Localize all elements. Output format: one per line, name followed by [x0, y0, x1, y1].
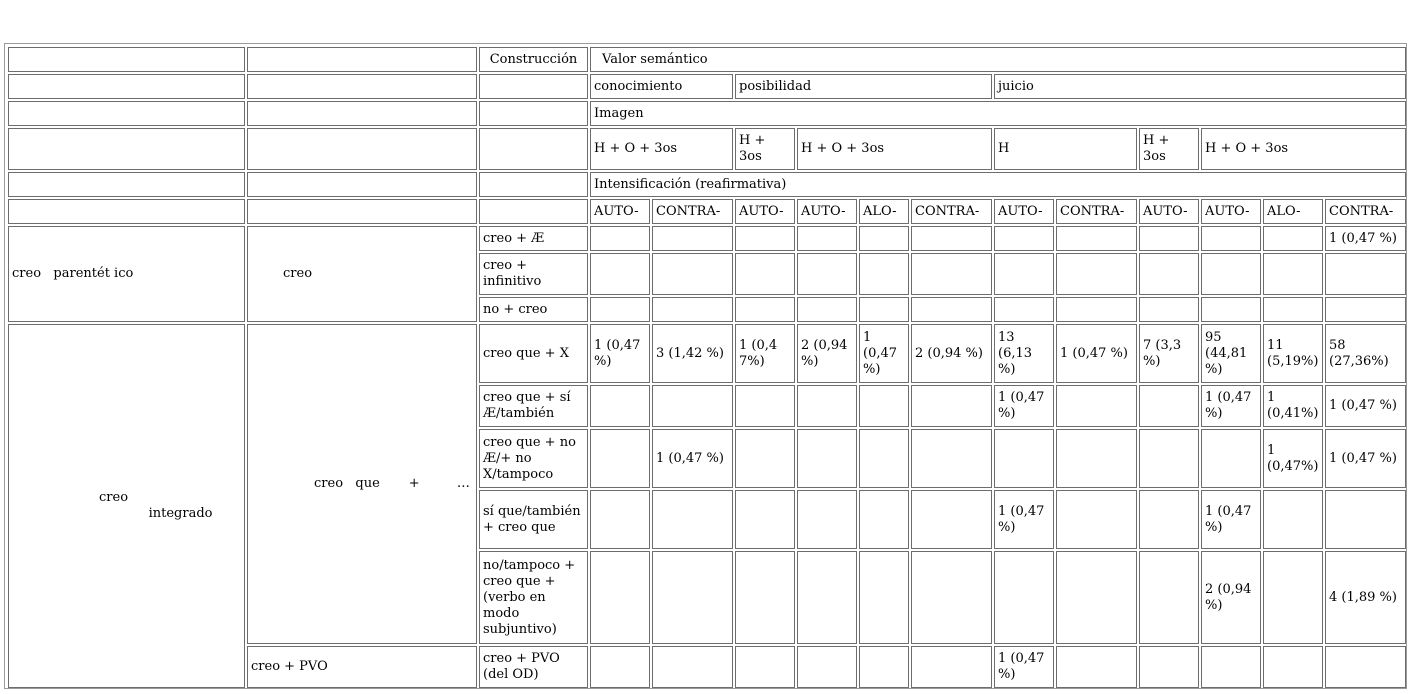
construccion-cell: creo + PVO (del OD) [479, 646, 588, 688]
construccion-cell: creo que + sí Æ/también [479, 385, 588, 427]
value-cell: 4 (1,89 %) [1325, 551, 1406, 644]
column-header: CONTRA- [1325, 199, 1406, 224]
value-cell [911, 429, 992, 488]
empty-cell [8, 47, 245, 72]
value-cell: 2 (0,94 %) [911, 324, 992, 383]
value-cell [1056, 551, 1137, 644]
value-cell [590, 490, 650, 549]
value-cell [911, 226, 992, 251]
value-cell [1056, 429, 1137, 488]
value-cell [735, 490, 795, 549]
value-cell [1056, 253, 1137, 295]
value-cell: 2 (0,94 %) [1201, 551, 1261, 644]
empty-cell [247, 172, 477, 197]
value-cell [859, 551, 909, 644]
group-parentetico-b: parentét ico [53, 266, 134, 281]
value-cell [1139, 490, 1199, 549]
value-cell: 1 (0,47 %) [994, 490, 1054, 549]
value-cell [911, 297, 992, 322]
empty-cell [479, 199, 588, 224]
value-cell [994, 226, 1054, 251]
value-cell [652, 253, 733, 295]
column-header: ALO- [1263, 199, 1323, 224]
value-cell: 1 (0,47 %) [1325, 429, 1406, 488]
value-cell: 1 (0,47 %) [1325, 226, 1406, 251]
value-cell [1139, 385, 1199, 427]
value-cell: 1 (0,47 %) [1201, 385, 1261, 427]
imagen-header: Imagen [590, 101, 1406, 126]
column-header: AUTO- [797, 199, 857, 224]
value-cell [1263, 551, 1323, 644]
value-cell: 1 (0,47 %) [994, 646, 1054, 688]
empty-cell [8, 74, 245, 99]
value-cell [797, 551, 857, 644]
value-cell: 1 (0,47 %) [1201, 490, 1261, 549]
column-header: ALO- [859, 199, 909, 224]
column-header: AUTO- [735, 199, 795, 224]
value-cell: 7 (3,3 %) [1139, 324, 1199, 383]
value-cell [797, 385, 857, 427]
empty-cell [247, 101, 477, 126]
value-cell [652, 385, 733, 427]
empty-cell [8, 199, 245, 224]
value-cell: 1 (0,47 %) [859, 324, 909, 383]
value-cell [797, 253, 857, 295]
value-cell [590, 646, 650, 688]
group-creo-que-b: que [355, 476, 380, 491]
value-cell: 1 (0,47 %) [1056, 324, 1137, 383]
value-cell [994, 253, 1054, 295]
header-row-categories [8, 74, 1406, 99]
results-table-frame [4, 43, 1407, 689]
value-cell [1201, 253, 1261, 295]
empty-cell [8, 101, 245, 126]
value-cell [652, 551, 733, 644]
value-cell [911, 253, 992, 295]
value-cell [1201, 646, 1261, 688]
column-header: AUTO- [1139, 199, 1199, 224]
construccion-header: Construcción [479, 47, 588, 72]
empty-cell [247, 47, 477, 72]
column-header: AUTO- [1201, 199, 1261, 224]
empty-cell [479, 101, 588, 126]
value-cell [1325, 253, 1406, 295]
value-cell [735, 226, 795, 251]
conocimiento-header: conocimiento [590, 74, 733, 99]
value-cell [797, 429, 857, 488]
empty-cell [479, 172, 588, 197]
value-cell [1263, 253, 1323, 295]
value-cell [735, 253, 795, 295]
empty-cell [8, 128, 245, 170]
value-cell [1139, 253, 1199, 295]
posibilidad-header: posibilidad [735, 74, 992, 99]
value-cell: 1 (0,4 7%) [735, 324, 795, 383]
group-creo-que-a: creo [314, 476, 344, 491]
value-cell [1325, 490, 1406, 549]
value-cell [994, 551, 1054, 644]
value-cell [652, 226, 733, 251]
value-cell [1056, 646, 1137, 688]
value-cell [797, 490, 857, 549]
value-cell [590, 253, 650, 295]
juicio-header: juicio [994, 74, 1406, 99]
construccion-cell: sí que/también + creo que [479, 490, 588, 549]
group-integrado-a: creo [99, 490, 129, 505]
empty-cell [479, 128, 588, 170]
value-cell: 13 (6,13 %) [994, 324, 1054, 383]
value-cell [911, 646, 992, 688]
header-row-image-types [8, 128, 1406, 170]
construccion-cell: no + creo [479, 297, 588, 322]
value-cell [590, 429, 650, 488]
value-cell [590, 226, 650, 251]
group-creo: creo [247, 226, 477, 322]
construccion-cell: creo + Æ [479, 226, 588, 251]
empty-cell [8, 172, 245, 197]
value-cell [859, 385, 909, 427]
value-cell [859, 297, 909, 322]
imagen-type-cell: H + O + 3os [797, 128, 992, 170]
value-cell: 58 (27,36%) [1325, 324, 1406, 383]
intensificacion-header: Intensificación (reafirmativa) [590, 172, 1406, 197]
value-cell [1263, 226, 1323, 251]
results-table [6, 45, 1408, 690]
value-cell: 1 (0,41%) [1263, 385, 1323, 427]
value-cell: 3 (1,42 %) [652, 324, 733, 383]
empty-cell [247, 74, 477, 99]
value-cell [735, 385, 795, 427]
empty-cell [479, 74, 588, 99]
header-row-intensificacion [8, 172, 1406, 197]
value-cell [735, 297, 795, 322]
construccion-cell: creo que + X [479, 324, 588, 383]
column-header: AUTO- [994, 199, 1054, 224]
header-row-columns [8, 199, 1406, 224]
value-cell [859, 253, 909, 295]
column-header: CONTRA- [1056, 199, 1137, 224]
value-cell: 11 (5,19%) [1263, 324, 1323, 383]
value-cell [1056, 226, 1137, 251]
header-row-imagen [8, 101, 1406, 126]
value-cell [1056, 490, 1137, 549]
value-cell [590, 297, 650, 322]
value-cell: 1 (0,47 %) [652, 429, 733, 488]
empty-cell [247, 199, 477, 224]
value-cell: 2 (0,94 %) [797, 324, 857, 383]
value-cell [859, 490, 909, 549]
column-header: CONTRA- [652, 199, 733, 224]
value-cell [1056, 385, 1137, 427]
value-cell [735, 551, 795, 644]
value-cell [1056, 297, 1137, 322]
value-cell [994, 297, 1054, 322]
value-cell [797, 297, 857, 322]
value-cell [590, 385, 650, 427]
valor-semantico-header: Valor semántico [590, 47, 1406, 72]
value-cell [911, 551, 992, 644]
value-cell [911, 385, 992, 427]
group-parentetico [8, 226, 245, 322]
value-cell: 95 (44,81 %) [1201, 324, 1261, 383]
value-cell [652, 490, 733, 549]
value-cell [1201, 429, 1261, 488]
value-cell [1139, 646, 1199, 688]
value-cell: 1 (0,47 %) [1325, 385, 1406, 427]
group-creo-que [247, 324, 477, 644]
value-cell [797, 226, 857, 251]
value-cell [859, 226, 909, 251]
value-cell [735, 646, 795, 688]
column-header: CONTRA- [911, 199, 992, 224]
imagen-type-cell: H + 3os [1139, 128, 1199, 170]
value-cell [1263, 490, 1323, 549]
empty-cell [247, 128, 477, 170]
value-cell [797, 646, 857, 688]
value-cell [735, 429, 795, 488]
value-cell [1201, 226, 1261, 251]
imagen-type-cell: H + 3os [735, 128, 795, 170]
table-row [8, 226, 1406, 251]
value-cell: 1 (0,47 %) [590, 324, 650, 383]
value-cell [1139, 551, 1199, 644]
value-cell: 1 (0,47 %) [994, 385, 1054, 427]
construccion-cell: no/tampoco + creo que + (verbo en modo subjuntivo) [479, 551, 588, 644]
construccion-cell: creo + infinitivo [479, 253, 588, 295]
group-creo-que-c: + [408, 476, 420, 491]
value-cell [1201, 297, 1261, 322]
value-cell [1139, 297, 1199, 322]
value-cell [1263, 297, 1323, 322]
group-parentetico-a: creo [12, 266, 42, 281]
value-cell: 1 (0,47%) [1263, 429, 1323, 488]
value-cell [1139, 226, 1199, 251]
header-row-valor [8, 47, 1406, 72]
value-cell [652, 297, 733, 322]
value-cell [911, 490, 992, 549]
group-integrado-b: integrado [148, 506, 213, 521]
value-cell [1325, 297, 1406, 322]
value-cell [1139, 429, 1199, 488]
group-integrado [8, 324, 245, 688]
value-cell [1263, 646, 1323, 688]
group-creo-pvo: creo + PVO [247, 646, 477, 688]
value-cell [859, 646, 909, 688]
value-cell [652, 646, 733, 688]
column-header: AUTO- [590, 199, 650, 224]
value-cell [1325, 646, 1406, 688]
imagen-type-cell: H + O + 3os [1201, 128, 1406, 170]
imagen-type-cell: H [994, 128, 1137, 170]
imagen-type-cell: H + O + 3os [590, 128, 733, 170]
value-cell [590, 551, 650, 644]
value-cell [994, 429, 1054, 488]
group-creo-que-d: … [456, 476, 470, 491]
value-cell [859, 429, 909, 488]
table-row [8, 324, 1406, 383]
construccion-cell: creo que + no Æ/+ no X/tampoco [479, 429, 588, 488]
